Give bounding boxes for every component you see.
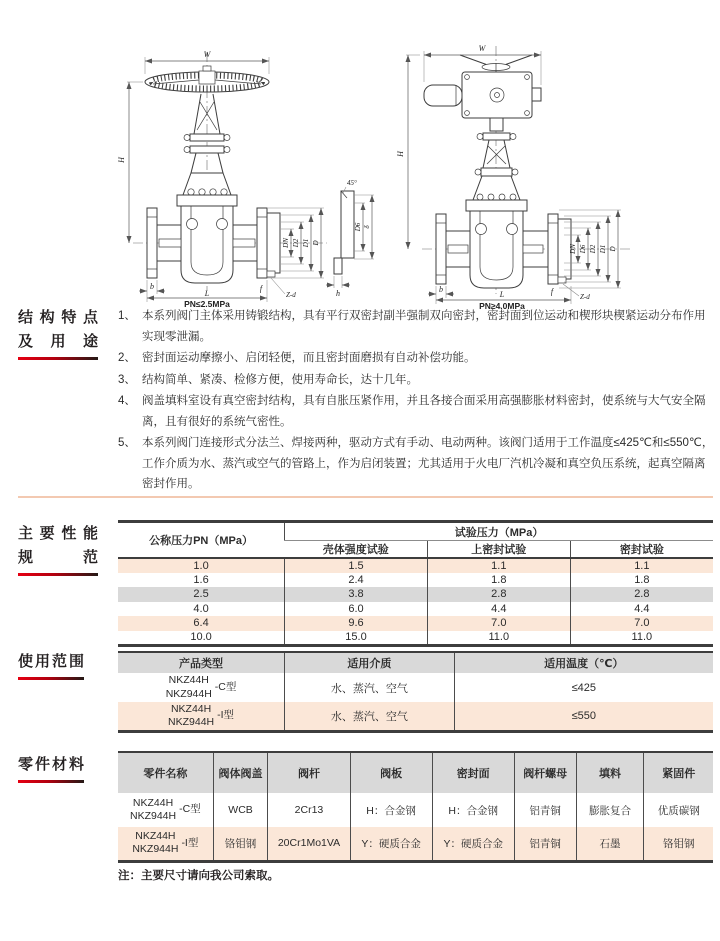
cell: 6.0 <box>285 602 428 617</box>
dim-label-w: W <box>203 50 211 59</box>
col-header-body-bonnet: 阀体阀盖 <box>213 752 268 793</box>
cell: H：合金钢 <box>432 793 514 827</box>
cell: 1.1 <box>570 558 713 573</box>
dim-label-b: b <box>439 285 443 294</box>
cell: 1.5 <box>285 558 428 573</box>
col-header-seal-face: 密封面 <box>432 752 514 793</box>
cell: 7.0 <box>570 616 713 631</box>
col-header-shell-strength-test: 壳体强度试验 <box>285 541 428 559</box>
table-row <box>118 558 713 573</box>
table-row <box>118 602 713 617</box>
dim-label-d: D <box>609 246 617 252</box>
list-item-text: 密封面运动摩擦小、启闭轻便，而且密封面磨损有自动补偿功能。 <box>142 352 476 364</box>
col-header-part-name: 零件名称 <box>118 752 213 793</box>
features-list <box>118 306 715 496</box>
flange-detail <box>326 179 374 298</box>
cell: 20Cr1Mo1VA <box>268 827 350 861</box>
dim-label-l: L <box>204 289 210 298</box>
cell-part-name <box>118 793 213 827</box>
cell: 6.4 <box>193 617 209 630</box>
cell-temperature: ≤550 <box>454 702 713 731</box>
dim-label-d6: D6 <box>354 222 362 232</box>
list-item-text: 阀盖填料室设有真空密封结构，具有自胀压紧作用，并且各接合面采用高强膨胀材料密封，使系统与大气安全隔离，且有很好的系统气密性。 <box>142 395 706 428</box>
cell: 铝青铜 <box>514 793 576 827</box>
section-underline <box>18 573 98 576</box>
dim-label-dn: DN <box>282 238 290 248</box>
model-name: NKZ944H <box>129 810 177 822</box>
cell: 4.4 <box>427 602 570 617</box>
dim-label-d6: D6 <box>579 244 587 254</box>
section-divider <box>18 496 713 498</box>
dim-label-hub-h: h <box>336 289 340 298</box>
list-item <box>118 306 715 347</box>
model-name: NKZ944H <box>165 687 212 700</box>
model-name: NKZ944H <box>132 843 179 856</box>
list-item-text: 本系列阀门连接形式分法兰、焊接两种，驱动方式有手动、电动两种。该阀门适用于工作温度≤425℃和≤550℃，工作介质为水、蒸汽或空气的管路上，作为启闭装置；尤其适用于火电厂汽机冷凝和真空负压系统，起真空隔离密封作用。 <box>142 437 714 490</box>
electric-actuator <box>424 55 541 118</box>
col-header-seal-test: 密封试验 <box>570 541 713 559</box>
model-name: NKZ44H <box>168 674 209 687</box>
dim-label-d2: D2 <box>589 244 597 254</box>
cell: 15.0 <box>285 631 428 646</box>
cell: 2.8 <box>427 587 570 602</box>
col-header-stem-nut: 阀杆螺母 <box>514 752 576 793</box>
list-item-number: 1、 <box>118 310 136 322</box>
cell: 1.6 <box>193 573 209 586</box>
col-header-fasteners: 紧固件 <box>644 752 713 793</box>
cell: 9.6 <box>285 616 428 631</box>
cell: 石墨 <box>576 827 644 861</box>
section-title-line: 主要性能 <box>18 525 98 542</box>
model-name: NKZ44H <box>170 702 212 715</box>
section-title-features <box>18 306 98 360</box>
drawing-caption-manual: PN≤2.5MPa <box>184 299 230 308</box>
list-item-number: 3、 <box>118 373 136 386</box>
list-item <box>118 391 715 432</box>
section-underline <box>18 677 84 680</box>
materials-table <box>118 751 713 863</box>
cell: 铬钼钢 <box>213 827 268 861</box>
cell: 3.8 <box>285 587 428 602</box>
list-item-text: 本系列阀门主体采用铸锻结构，具有平行双密封副半强制双向密封，密封面到位运动和楔形块楔紧运动分布作用实现零泄漏。 <box>142 310 706 343</box>
dim-label-b: b <box>150 282 154 291</box>
cell-medium: 水、蒸汽、空气 <box>285 702 455 731</box>
cell-part-name <box>118 827 213 861</box>
cell: 2.4 <box>285 573 428 588</box>
dim-label-h: H <box>396 151 405 157</box>
col-header-stem: 阀杆 <box>268 752 350 793</box>
cell: Y：硬质合金 <box>350 827 432 861</box>
cell-temperature: ≤425 <box>454 673 713 702</box>
cell: 2.5 <box>193 588 209 601</box>
footnote: 注：主要尺寸请向我公司索取。 <box>118 870 279 882</box>
col-header-disc: 阀板 <box>350 752 432 793</box>
table-row <box>118 631 713 646</box>
cell-product-type <box>118 702 285 731</box>
dim-label-d: D <box>312 240 320 246</box>
cell: 1.8 <box>427 573 570 588</box>
cell: 膨胀复合 <box>576 793 644 827</box>
cell: Y：硬质合金 <box>432 827 514 861</box>
cell: 10.0 <box>190 631 212 643</box>
col-header-packing: 填料 <box>576 752 644 793</box>
list-item <box>118 433 715 495</box>
usage-table <box>118 651 713 733</box>
table-row <box>118 673 713 702</box>
performance-table <box>118 520 713 647</box>
yoke-and-stem <box>475 118 518 176</box>
dim-label-l: L <box>499 290 505 299</box>
dim-label-zd: Z-d <box>286 291 296 299</box>
cell: 2.8 <box>570 587 713 602</box>
list-item-text: 结构简单、紧凑、检修方便，使用寿命长，达十几年。 <box>142 373 418 386</box>
dim-label-f: f <box>259 284 263 293</box>
dim-label-h: H <box>117 157 126 163</box>
section-title-performance <box>18 522 98 576</box>
cell: WCB <box>213 793 268 827</box>
dim-label-d2: D2 <box>292 238 300 248</box>
model-name: NKZ44H <box>132 796 174 809</box>
dim-label-zd: Z-d <box>580 293 590 301</box>
cell: H：合金钢 <box>350 793 432 827</box>
model-type: -I型 <box>217 709 235 722</box>
cell: 7.0 <box>427 616 570 631</box>
handwheel <box>145 66 269 92</box>
section-title-usage <box>18 650 84 680</box>
cell: 11.0 <box>427 631 570 646</box>
valve-body <box>446 211 548 288</box>
table-row <box>118 702 713 731</box>
col-header-product-type: 产品类型 <box>118 652 285 673</box>
table-header-row <box>118 652 713 673</box>
dim-label-d1: D1 <box>302 238 310 248</box>
section-title-line: 结构特点 <box>18 309 98 326</box>
section-title-line: 零件材料 <box>18 756 84 773</box>
model-name: NKZ44H <box>135 830 176 843</box>
cell: 4.0 <box>193 602 209 615</box>
section-title-line: 及用途 <box>18 333 98 350</box>
table-row <box>118 587 713 602</box>
section-title-line: 规范 <box>18 549 98 566</box>
model-name: NKZ944H <box>168 715 215 728</box>
col-header-test-pressure: 试验压力（MPa） <box>285 522 713 541</box>
cell: 1.8 <box>570 573 713 588</box>
drawing-caption-electric: PN≥4.0MPa <box>479 301 525 310</box>
dim-label-delta: δ <box>363 225 371 229</box>
table-row <box>118 793 713 827</box>
valve-drawing-manual <box>95 46 380 308</box>
cell: 1.1 <box>427 558 570 573</box>
section-underline <box>18 780 84 783</box>
list-item-number: 4、 <box>118 395 136 407</box>
model-type: -I型 <box>181 836 199 849</box>
table-row <box>118 827 713 861</box>
dim-label-d1: D1 <box>599 244 607 254</box>
dim-label-dn: DN <box>569 244 577 254</box>
table-row <box>118 616 713 631</box>
dim-label-w: W <box>478 44 486 53</box>
list-item <box>118 370 715 391</box>
cell: 11.0 <box>570 631 713 646</box>
section-underline <box>18 357 98 360</box>
list-item <box>118 348 715 369</box>
list-item-number: 2、 <box>118 352 136 364</box>
model-type: -C型 <box>179 803 201 816</box>
dim-label-f: f <box>550 287 554 296</box>
valve-drawing-electric <box>378 42 663 310</box>
col-header-upper-seal-test: 上密封试验 <box>427 541 570 559</box>
cell: 2Cr13 <box>268 793 350 827</box>
cell: 1.0 <box>193 559 209 572</box>
cell: 铝青铜 <box>514 827 576 861</box>
col-header-temperature: 适用温度（℃） <box>454 652 713 673</box>
section-title-materials <box>18 753 84 783</box>
model-type: -C型 <box>214 680 237 693</box>
col-header-medium: 适用介质 <box>285 652 455 673</box>
cell-product-type <box>118 673 285 702</box>
section-title-line: 使用范围 <box>18 653 84 670</box>
list-item-number: 5、 <box>118 437 136 449</box>
cell: 优质碳钢 <box>644 793 713 827</box>
table-row <box>118 573 713 588</box>
cell: 铬钼钢 <box>644 827 713 861</box>
cell-medium: 水、蒸汽、空气 <box>285 673 455 702</box>
dim-label-45deg: 45° <box>347 179 357 187</box>
table-header-row <box>118 522 713 541</box>
cell: 4.4 <box>570 602 713 617</box>
table-header-row <box>118 752 713 793</box>
col-header-nominal-pressure: 公称压力PN（MPa） <box>118 522 285 559</box>
valve-body <box>157 206 257 283</box>
